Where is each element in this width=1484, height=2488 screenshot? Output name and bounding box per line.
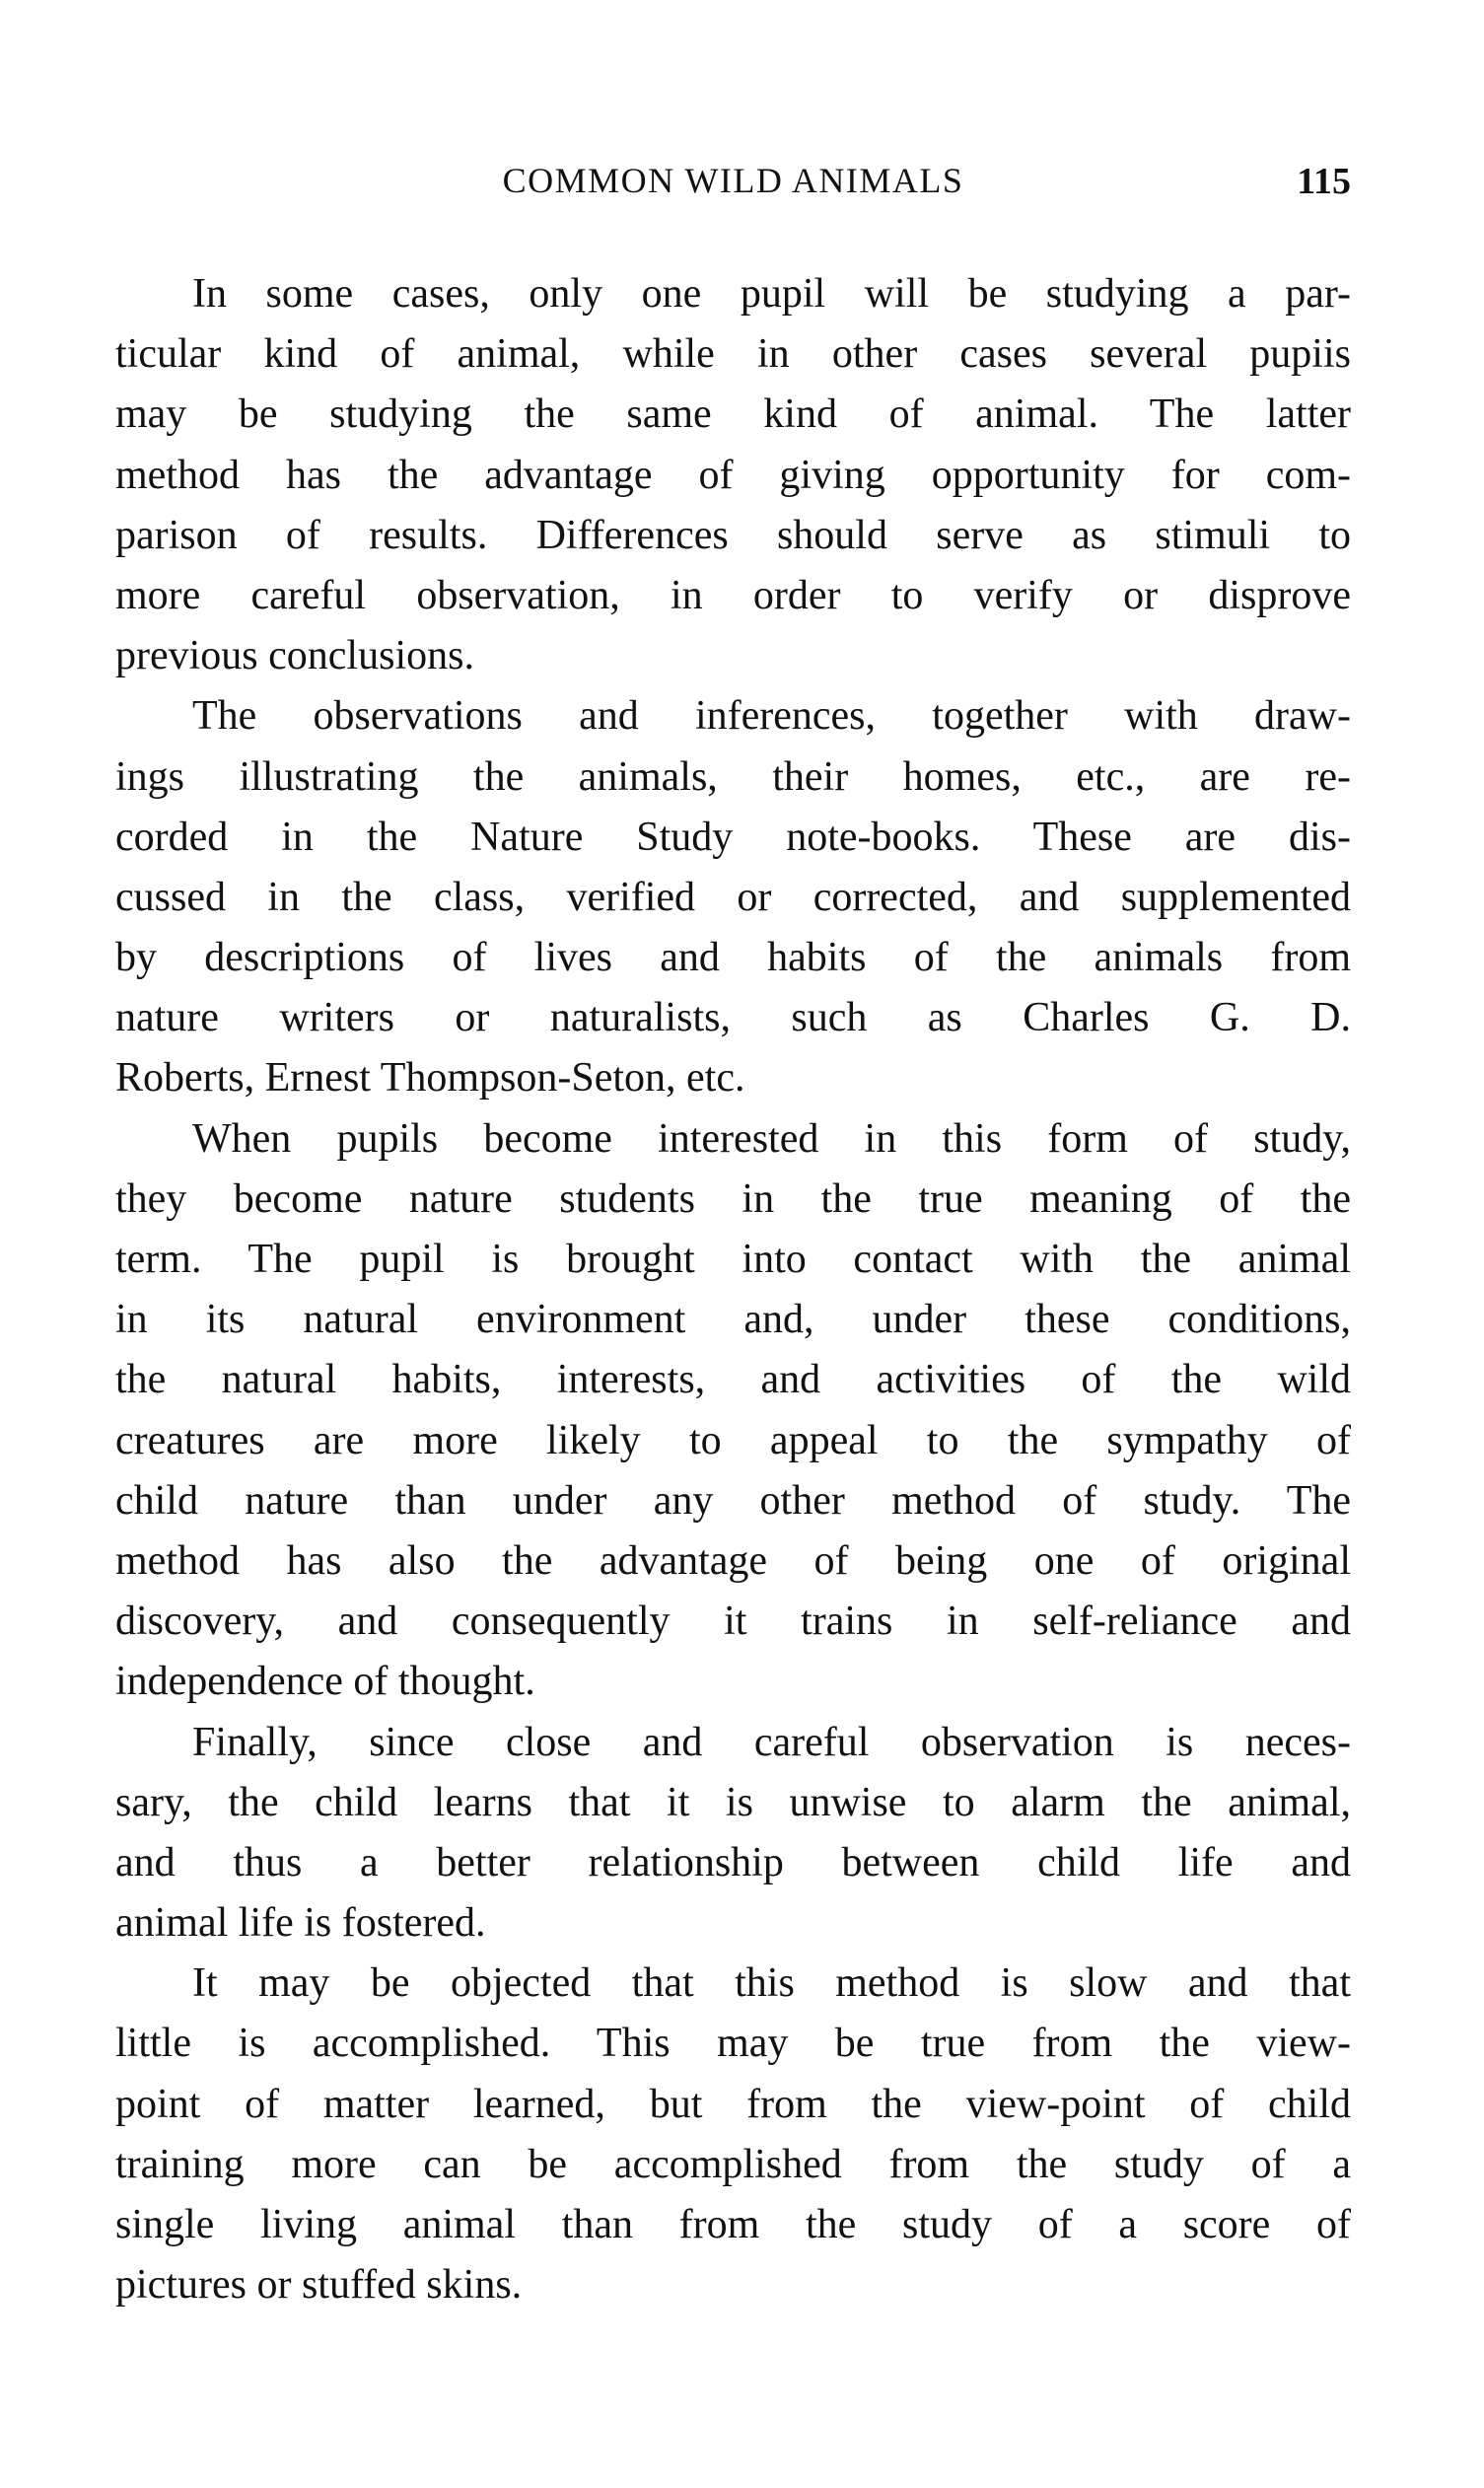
text-line: nature writers or naturalists, such as Charles G. D. [115,995,1351,1041]
page-number: 115 [1297,161,1351,202]
text-line: the natural habits, interests, and activities of the wild [115,1357,1351,1403]
text-line: method has the advantage of giving opportunity for com- [115,452,1351,498]
text-line: single living animal than from the study of a score of [115,2202,1351,2247]
text-line: in its natural environment and, under these conditions, [115,1297,1351,1343]
text-line: method has also the advantage of being one of original [115,1537,1351,1584]
paragraph [115,264,1351,686]
text-line: creatures are more likely to appeal to the sympathy of [115,1417,1351,1463]
paragraph [115,1954,1351,2315]
paragraph [115,1109,1351,1713]
paragraph [115,686,1351,1108]
text-line: independence of thought. [115,1659,535,1705]
text-line: When pupils become interested in this form of study, [192,1115,1351,1162]
text-line: The observations and inferences, together with draw- [192,693,1351,740]
text-line: In some cases, only one pupil will be studying a par- [192,271,1351,317]
paragraph [115,1713,1351,1955]
text-line: cussed in the class, verified or corrected, and supplemented [115,874,1351,920]
text-line: sary, the child learns that it is unwise to alarm the animal, [115,1779,1351,1825]
text-line: previous conclusions. [115,633,474,679]
page-body [115,264,1351,2315]
text-line: Finally, since close and careful observation is neces- [192,1719,1351,1765]
text-line: ticular kind of animal, while in other cases several pupiis [115,331,1351,378]
text-line: child nature than under any other method of study. The [115,1477,1351,1524]
text-line: little is accomplished. This may be true from the view- [115,2021,1351,2067]
running-title: COMMON WILD ANIMALS [502,161,964,200]
text-line: animal life is fostered. [115,1900,486,1947]
text-line: Roberts, Ernest Thompson-Seton, etc. [115,1055,745,1102]
page-header [115,160,1351,209]
text-line: discovery, and consequently it trains in self-reliance and [115,1599,1351,1645]
text-line: more careful observation, in order to verify or disprove [115,572,1351,618]
text-line: by descriptions of lives and habits of the animals from [115,935,1351,981]
text-line: and thus a better relationship between child life and [115,1839,1351,1885]
text-line: pictures or stuffed skins. [115,2262,523,2309]
text-line: they become nature students in the true meaning of the [115,1175,1351,1222]
text-line: corded in the Nature Study note-books. These are dis- [115,814,1351,860]
text-line: training more can be accomplished from the study of a [115,2141,1351,2187]
text-line: term. The pupil is brought into contact with the animal [115,1237,1351,1282]
text-line: point of matter learned, but from the view-point of child [115,2081,1351,2127]
text-line: parison of results. Differences should serve as stimuli to [115,512,1351,558]
text-line: ings illustrating the animals, their homes, etc., are re- [115,753,1351,800]
text-line: It may be objected that this method is slow and that [192,1960,1351,2007]
text-line: may be studying the same kind of animal. The latter [115,391,1351,438]
